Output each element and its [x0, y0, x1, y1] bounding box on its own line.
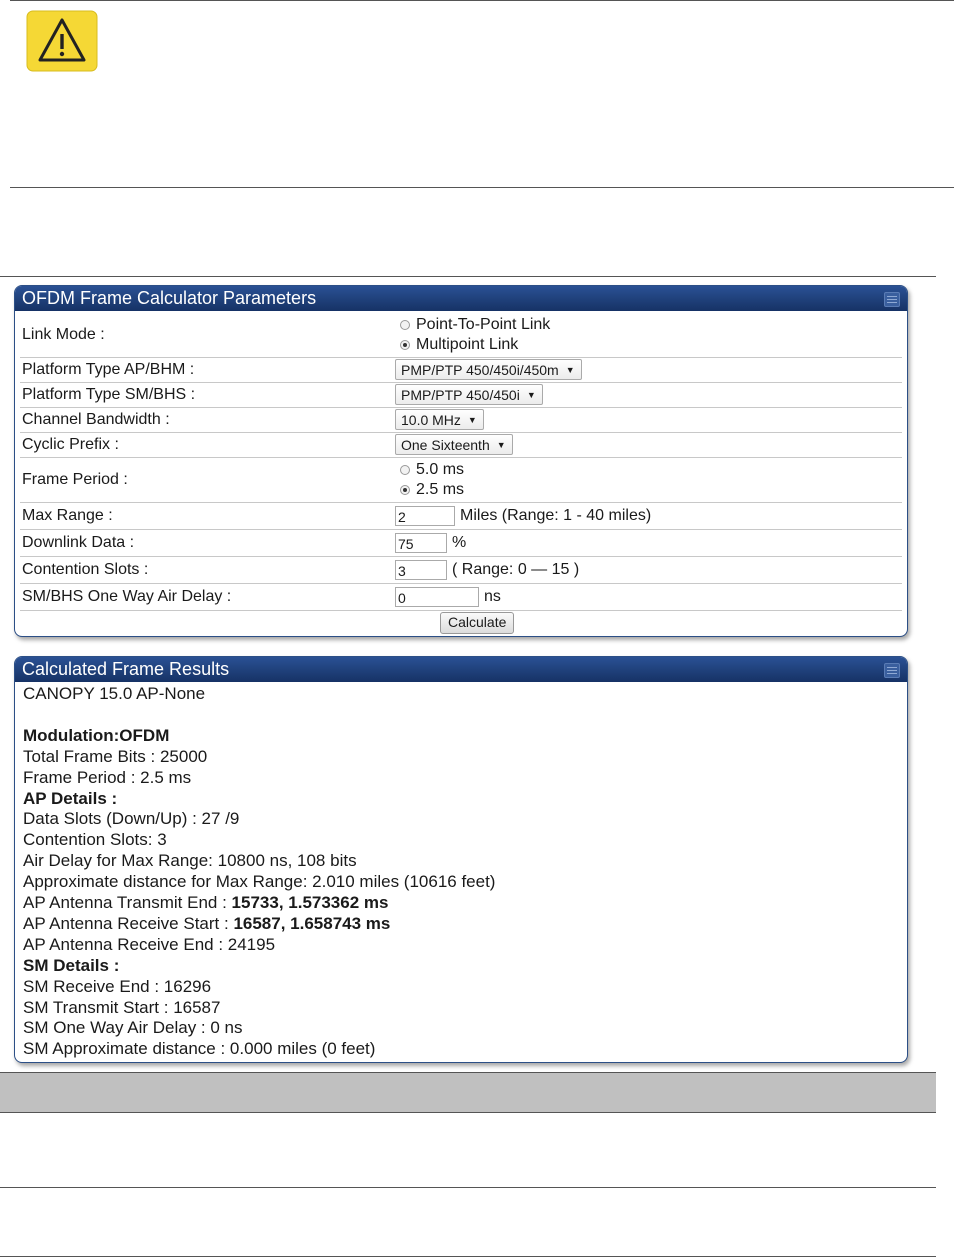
row-calculate — [20, 610, 902, 636]
result-approx-distance: Approximate distance for Max Range: 2.010 miles (10616 feet) — [23, 872, 496, 892]
contention-slots-label: Contention Slots : — [20, 556, 370, 583]
table-header-bar — [0, 1072, 936, 1113]
results-body — [15, 682, 907, 1060]
radio-frame-2-5ms[interactable]: 2.5 ms — [400, 480, 900, 500]
platform-ap-select[interactable]: PMP/PTP 450/450i/450m ▼ — [395, 359, 582, 380]
calculate-button[interactable]: Calculate — [440, 612, 514, 634]
result-ap-rx-start: AP Antenna Receive Start : 16587, 1.658743 ms — [23, 913, 391, 933]
radio-circle[interactable] — [400, 320, 410, 330]
dropdown-arrow-icon: ▼ — [565, 364, 575, 375]
row-platform-ap — [20, 357, 902, 382]
results-panel — [14, 656, 908, 1063]
result-sm-distance: SM Approximate distance : 0.000 miles (0 feet) — [23, 1039, 376, 1059]
cyclic-prefix-select[interactable]: One Sixteenth ▼ — [395, 434, 513, 455]
channel-bw-select[interactable]: 10.0 MHz ▼ — [395, 409, 484, 430]
platform-ap-label: Platform Type AP/BHM : — [20, 357, 370, 382]
result-air-delay-max: Air Delay for Max Range: 10800 ns, 108 bits — [23, 851, 357, 871]
platform-sm-label: Platform Type SM/BHS : — [20, 382, 370, 407]
air-delay-suffix: ns — [484, 587, 501, 605]
warning-icon — [26, 10, 98, 72]
max-range-input[interactable]: 2 — [395, 506, 455, 526]
result-sm-air-delay: SM One Way Air Delay : 0 ns — [23, 1018, 243, 1038]
row-link-mode — [20, 314, 902, 357]
downlink-data-input[interactable]: 75 — [395, 533, 447, 553]
contention-slots-input[interactable]: 3 — [395, 560, 447, 580]
sm-details-heading: SM Details : — [23, 955, 120, 975]
warning-bottom-rule — [10, 187, 954, 188]
params-table — [20, 314, 902, 636]
dropdown-arrow-icon: ▼ — [467, 414, 477, 425]
section-rule — [0, 276, 936, 277]
lower-rule-1 — [0, 1187, 936, 1188]
result-modulation: Modulation:OFDM — [23, 725, 170, 745]
top-rule — [10, 0, 954, 1]
ap-details-heading: AP Details : — [23, 788, 118, 808]
result-total-frame-bits: Total Frame Bits : 25000 — [23, 746, 208, 766]
row-air-delay — [20, 583, 902, 610]
row-max-range — [20, 502, 902, 529]
max-range-label: Max Range : — [20, 502, 370, 529]
result-frame-period: Frame Period : 2.5 ms — [23, 767, 192, 787]
row-platform-sm — [20, 382, 902, 407]
platform-sm-select[interactable]: PMP/PTP 450/450i ▼ — [395, 384, 543, 405]
row-frame-period — [20, 457, 902, 502]
radio-frame-5ms[interactable]: 5.0 ms — [400, 460, 900, 480]
result-ap-rx-end: AP Antenna Receive End : 24195 — [23, 934, 276, 954]
dropdown-arrow-icon: ▼ — [526, 389, 536, 400]
collapse-icon[interactable] — [884, 663, 900, 678]
downlink-data-label: Downlink Data : — [20, 529, 370, 556]
result-data-slots: Data Slots (Down/Up) : 27 /9 — [23, 809, 240, 829]
result-header-line: CANOPY 15.0 AP-None — [23, 684, 206, 703]
air-delay-input[interactable]: 0 — [395, 587, 479, 607]
row-channel-bw — [20, 407, 902, 432]
params-panel — [14, 285, 908, 637]
radio-multipoint[interactable]: Multipoint Link — [400, 335, 900, 355]
radio-circle-selected[interactable] — [400, 485, 410, 495]
frame-period-label: Frame Period : — [20, 457, 370, 502]
results-panel-title: Calculated Frame Results — [22, 659, 230, 679]
result-sm-rx-end: SM Receive End : 16296 — [23, 976, 212, 996]
result-contention-slots: Contention Slots: 3 — [23, 830, 167, 850]
cyclic-prefix-label: Cyclic Prefix : — [20, 432, 370, 457]
row-cyclic-prefix — [20, 432, 902, 457]
lower-rule-2 — [0, 1256, 936, 1257]
downlink-data-suffix: % — [452, 533, 467, 551]
result-ap-tx-end: AP Antenna Transmit End : 15733, 1.573362 ms — [23, 893, 389, 913]
row-downlink-data — [20, 529, 902, 556]
result-sm-tx-start: SM Transmit Start : 16587 — [23, 997, 221, 1017]
link-mode-label: Link Mode : — [20, 314, 370, 357]
contention-slots-suffix: ( Range: 0 — 15 ) — [452, 560, 580, 578]
params-panel-title: OFDM Frame Calculator Parameters — [22, 288, 317, 308]
max-range-suffix: Miles (Range: 1 - 40 miles) — [460, 506, 652, 524]
channel-bw-label: Channel Bandwidth : — [20, 407, 370, 432]
collapse-icon[interactable] — [884, 292, 900, 307]
dropdown-arrow-icon: ▼ — [496, 439, 506, 450]
results-panel-header — [15, 657, 907, 682]
air-delay-label: SM/BHS One Way Air Delay : — [20, 583, 370, 610]
radio-point-to-point[interactable]: Point-To-Point Link — [400, 315, 900, 335]
radio-circle[interactable] — [400, 465, 410, 475]
params-panel-header — [15, 286, 907, 311]
row-contention-slots — [20, 556, 902, 583]
radio-circle-selected[interactable] — [400, 340, 410, 350]
